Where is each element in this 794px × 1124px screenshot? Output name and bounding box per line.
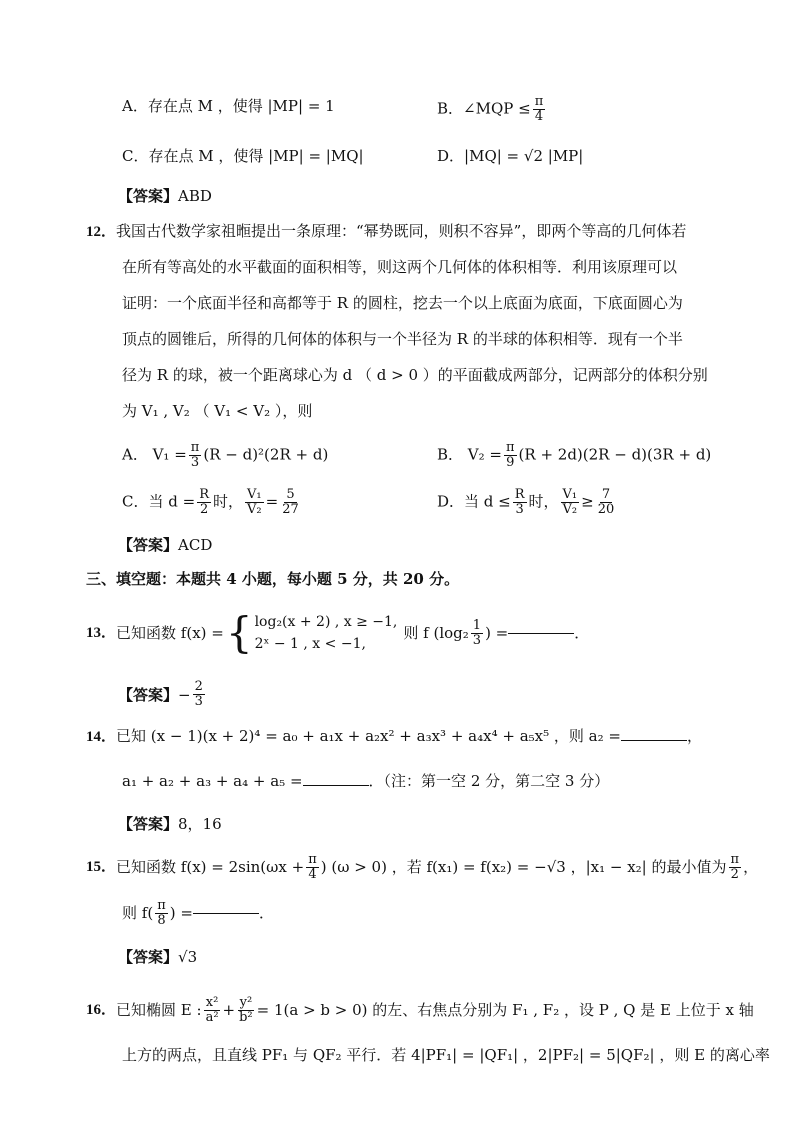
answer-blank (193, 913, 259, 914)
q12-line-1: 12．我国古代数学家祖暅提出一条原理：“幂势既同，则积不容异”，即两个等高的几何体若 (86, 222, 687, 240)
q11-answer: 【答案】ABD (118, 187, 212, 205)
fraction: $\frac{\pi}{3}$ (190, 440, 200, 470)
answer-blank (621, 740, 687, 741)
fraction: $\frac{\text{V₁}}{\text{V₂}}$ (247, 487, 262, 517)
q12-line-4: 顶点的圆锥后，所得的几何体的体积与一个半径为 R 的半球的体积相等．现有一个半 (122, 330, 683, 348)
q12-option-c: C．当 d = $\frac{R}{2}$ 时， $\frac{\text{V₁}}{\text{V₂}}$ = $\frac{5}{27}$ (122, 487, 299, 517)
fraction: $\frac{\pi}{4}$ (308, 851, 317, 882)
case-1: log₂(x + 2) , x ≥ −1, (254, 614, 398, 630)
q14-line-1: 14．已知 (x − 1)(x + 2)⁴ = a₀ + a₁x + a₂x² + a₃x³ + a₄x⁴ + a₅x⁵ ，则 a₂ = ， (86, 727, 702, 745)
q15-answer: 【答案】√3 (118, 948, 198, 966)
case-2: 2ˣ − 1 , x < −1, (254, 636, 366, 652)
q14-answer: 【答案】8，16 (118, 815, 222, 833)
section-title: 三、填空题：本题共 4 小题，每小题 5 分，共 20 分。 (86, 570, 460, 588)
answer-blank (303, 785, 369, 786)
q15-line-1: 15． 已知函数 f(x) = 2sin(ωx + $\frac{\pi}{4}$ ) (ω > 0) ，若 f(x₁) = f(x₂) = −√3 ，|x₁ − x₂| 的最小值为 $\frac{\pi}{2}$ ， (86, 851, 759, 882)
answer-blank (508, 633, 574, 634)
fraction: $\frac{\pi}{8}$ (157, 897, 166, 928)
q12-option-d: D．当 d ≤ $\frac{R}{3}$ 时， $\frac{\text{V₁}}{\text{V₂}}$ ≥ $\frac{7}{20}$ (437, 487, 615, 517)
fraction: $\frac{\text{x²}}{\text{a²}}$ (205, 994, 219, 1025)
fraction: $\frac{1}{3}$ (472, 617, 482, 648)
fraction: $\frac{\text{y²}}{\text{b²}}$ (239, 994, 253, 1025)
fraction: $\frac{5}{27}$ (282, 487, 299, 517)
fraction: $\frac{\text{V₁}}{\text{V₂}}$ (562, 487, 578, 517)
fraction: $\frac{R}{3}$ (514, 487, 525, 517)
q13-stem: 13． 已知函数 f(x) = { log₂(x + 2) , x ≥ −1, 2ˣ − 1 , x < −1, 则 f (log₂ $\frac{1}{3}$ ) = ． (86, 608, 590, 657)
q11-option-d: D．|MQ| = √2 |MP| (437, 147, 584, 165)
fraction: $\frac{7}{20}$ (597, 487, 615, 517)
q13-answer: 【答案】 − $\frac{2}{3}$ (118, 679, 203, 709)
left-brace-icon: { (225, 608, 253, 657)
q11-option-c: C．存在点 M ，使得 |MP| = |MQ| (122, 147, 364, 165)
fraction: $\frac{R}{2}$ (199, 487, 209, 517)
q11-option-b: B．∠MQP ≤ $\frac{\pi}{4}$ (437, 94, 544, 124)
q16-line-1: 16． 已知椭圆 E : $\frac{\text{x²}}{\text{a²}}$ + $\frac{\text{y²}}{\text{b²}}$ = 1(a > b > 0) 的左、右焦点分别为 F₁ , F₂ ，设 P , Q 是 E 上位于 x 轴 (86, 994, 754, 1025)
q12-line-5: 径为 R 的球，被一个距离球心为 d （ d > 0 ）的平面截成两部分，记两部分的体积分别 (122, 366, 708, 384)
fraction: $\frac{2}{3}$ (194, 679, 203, 709)
q12-line-6: 为 V₁ , V₂ （ V₁ < V₂ ），则 (122, 402, 313, 420)
fraction: $\frac{\pi}{9}$ (505, 440, 515, 470)
q16-line-2: 上方的两点，且直线 PF₁ 与 QF₂ 平行．若 4|PF₁| = |QF₁| ，2|PF₂| = 5|QF₂| ，则 E 的离心率 (122, 1046, 770, 1064)
q12-line-3: 证明：一个底面半径和高都等于 R 的圆柱，挖去一个以上底面为底面，下底面圆心为 (122, 294, 683, 312)
q11-option-a: A．存在点 M ，使得 |MP| = 1 (122, 97, 335, 115)
piecewise-function (224, 608, 398, 657)
q12-line-2: 在所有等高处的水平截面的面积相等，则这两个几何体的体积相等．利用该原理可以 (122, 258, 678, 276)
q15-line-2: 则 f( $\frac{\pi}{8}$ ) = ． (122, 897, 274, 928)
q12-option-a: A． V₁ = $\frac{\pi}{3}$ (R − d)²(2R + d) (122, 440, 329, 470)
fraction: $\frac{\pi}{2}$ (730, 851, 740, 882)
fraction: $\frac{\pi}{4}$ (534, 94, 544, 124)
q14-line-2: a₁ + a₂ + a₃ + a₄ + a₅ = ．（注：第一空 2 分，第二空 3 分） (122, 772, 610, 790)
q12-option-b: B． V₂ = $\frac{\pi}{9}$ (R + 2d)(2R − d)(3R + d) (437, 440, 712, 470)
q12-answer: 【答案】ACD (118, 536, 213, 554)
